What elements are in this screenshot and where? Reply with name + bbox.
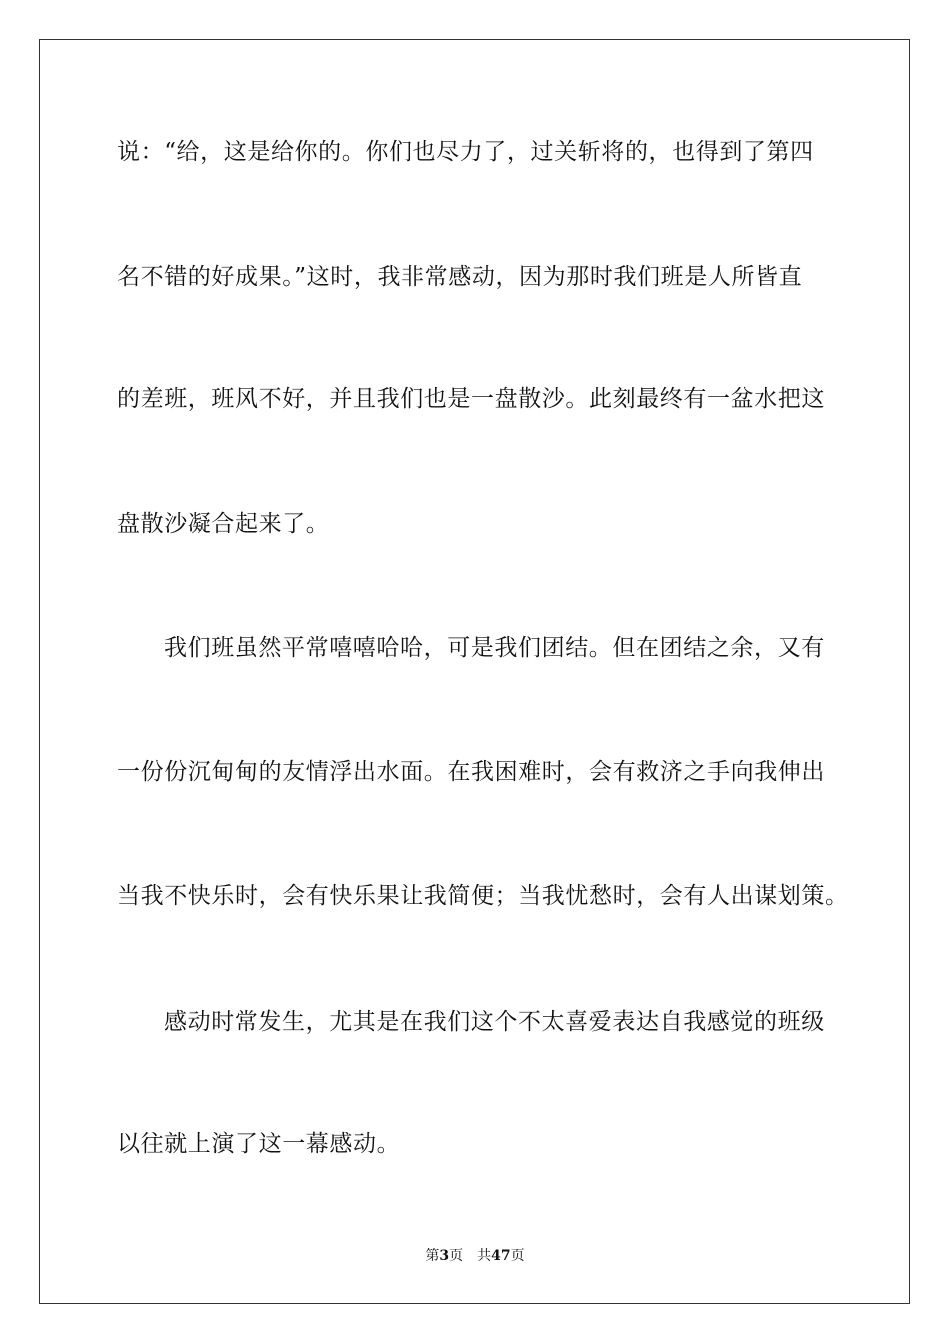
page-mid: 页 共 [449, 1248, 492, 1264]
body-text-line: 一份份沉甸甸的友情浮出水面。在我困难时，会有救济之手向我伸出 [117, 759, 825, 785]
body-text-line: 说：“给，这是给你的。你们也尽力了，过关斩将的，也得到了第四 [117, 139, 814, 165]
page-suffix: 页 [510, 1248, 525, 1264]
body-text-line: 以往就上演了这一幕感动。 [117, 1131, 401, 1157]
body-text-line: 的差班，班风不好，并且我们也是一盘散沙。此刻最终有一盆水把这 [117, 386, 825, 412]
body-text-line: 盘散沙凝合起来了。 [117, 511, 330, 537]
page-prefix: 第 [425, 1248, 440, 1264]
page-border [39, 39, 910, 1304]
paragraph-first-line: 感动时常发生，尤其是在我们这个不太喜爱表达自我感觉的班级 [164, 1009, 825, 1035]
paragraph-first-line: 我们班虽然平常嘻嘻哈哈，可是我们团结。但在团结之余，又有 [164, 635, 825, 661]
body-text-line: 当我不快乐时，会有快乐果让我简便；当我忧愁时，会有人出谋划策。 [117, 883, 849, 909]
total-pages: 47 [491, 1248, 511, 1264]
body-text-line: 名不错的好成果。”这时，我非常感动，因为那时我们班是人所皆直 [117, 264, 803, 290]
page-number [0, 1247, 950, 1265]
current-page: 3 [439, 1248, 450, 1264]
